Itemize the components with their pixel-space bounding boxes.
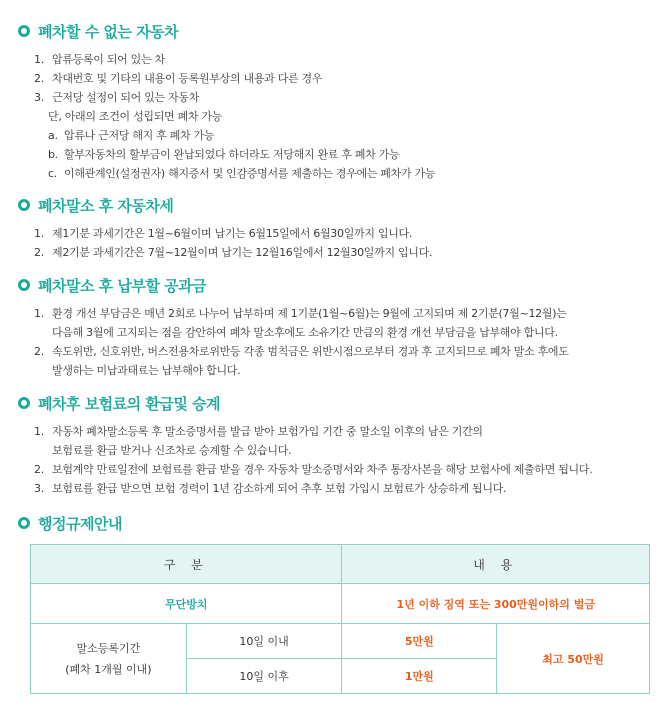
fine-after: 1만원 xyxy=(342,659,497,694)
section-public-charges xyxy=(18,274,569,380)
header-content: 내 용 xyxy=(342,545,650,584)
list-item: 2. 차대번호 및 기타의 내용이 등록원부상의 내용과 다른 경우 xyxy=(34,72,323,85)
circle-bullet-icon xyxy=(18,25,30,37)
list-item: 3. 근저당 설정이 되어 있는 자동차 xyxy=(34,91,200,104)
sub-list-item: a. 압류나 근저당 해지 후 폐차 가능 xyxy=(48,129,215,142)
row-value-neglect: 1년 이하 징역 또는 300만원이하의 벌금 xyxy=(342,584,650,624)
circle-bullet-icon xyxy=(18,279,30,291)
list-item: 2. 속도위반, 신호위반, 버스전용차로위반등 각종 범칙금은 위반시점으로부터 경과 후 고지되므로 폐차 말소 후에도 xyxy=(34,345,569,358)
list-item: 2. 보험계약 만료일전에 보험료를 환급 받을 경우 자동차 말소증명서와 차주 통장사본을 해당 보험사에 제출하면 됩니다. xyxy=(34,463,593,476)
list-item: 1. 자동차 폐차말소등록 후 말소증명서를 발급 받아 보험가입 기간 중 말소일 이후의 남은 기간의 xyxy=(34,425,483,438)
regulation-table xyxy=(30,544,650,694)
circle-bullet-icon xyxy=(18,397,30,409)
table-row xyxy=(31,624,650,659)
sub-list-item: c. 이해관계인(설정권자) 해지증서 및 인감증명서를 제출하는 경우에는 폐차가 가능 xyxy=(48,167,436,180)
list-item: 2. 제2기분 과세기간은 7월~12월이며 납기는 12월16일에서 12월30일까지 입니다. xyxy=(34,246,433,259)
row-label-deregistration: 말소등록기간 (폐차 1개월 이내) xyxy=(31,624,187,694)
table-header-row xyxy=(31,545,650,584)
period-after: 10일 이후 xyxy=(186,659,342,694)
list-item: 1. 압류등록이 되어 있는 차 xyxy=(34,53,165,66)
section-title: 폐차말소 후 자동차세 xyxy=(38,196,174,215)
table-row xyxy=(31,584,650,624)
header-category: 구 분 xyxy=(31,545,342,584)
list-item: 1. 환경 개선 부담금은 매년 2회로 나누어 납부하며 제 1기분(1월~6월)는 9월에 고지되며 제 2기분(7월~12월)는 xyxy=(34,307,567,320)
period-within: 10일 이내 xyxy=(186,624,342,659)
circle-bullet-icon xyxy=(18,517,30,529)
list-item: 1. 제1기분 과세기간은 1월~6월이며 납기는 6월15일에서 6월30일까지 입니다. xyxy=(34,227,413,240)
sub-list-item: b. 할부자동차의 할부금이 완납되었다 하더라도 저당해지 완료 후 폐차 가능 xyxy=(48,148,400,161)
fine-within: 5만원 xyxy=(342,624,497,659)
section-title: 폐차할 수 없는 자동차 xyxy=(38,22,179,41)
list-item-continued: 발생하는 미납과태료는 납부해야 합니다. xyxy=(52,364,241,377)
circle-bullet-icon xyxy=(18,199,30,211)
section-insurance-refund xyxy=(18,392,592,498)
section-regulation xyxy=(18,512,122,534)
section-title: 폐차말소 후 납부할 공과금 xyxy=(38,276,207,295)
section-title: 행정규제안내 xyxy=(38,514,122,533)
list-item-continued: 보험료를 환급 받거나 신조차로 승계할 수 있습니다. xyxy=(52,444,292,457)
section-no-scrap xyxy=(18,20,435,183)
list-item: 3. 보험료를 환급 받으면 보험 경력이 1년 감소하게 되어 추후 보험 가입시 보험료가 상승하게 됩니다. xyxy=(34,482,507,495)
section-vehicle-tax xyxy=(18,194,432,262)
row-label-neglect: 무단방치 xyxy=(31,584,342,624)
list-item-continued: 다음해 3월에 고지되는 점을 감안하여 폐차 말소후에도 소유기간 만큼의 환경 개선 부담금을 납부해야 합니다. xyxy=(52,326,558,339)
max-fine: 최고 50만원 xyxy=(497,624,650,694)
note-text: 단, 아래의 조건이 성립되면 폐차 가능 xyxy=(48,110,223,123)
section-title: 폐차후 보험료의 환급및 승계 xyxy=(38,394,221,413)
